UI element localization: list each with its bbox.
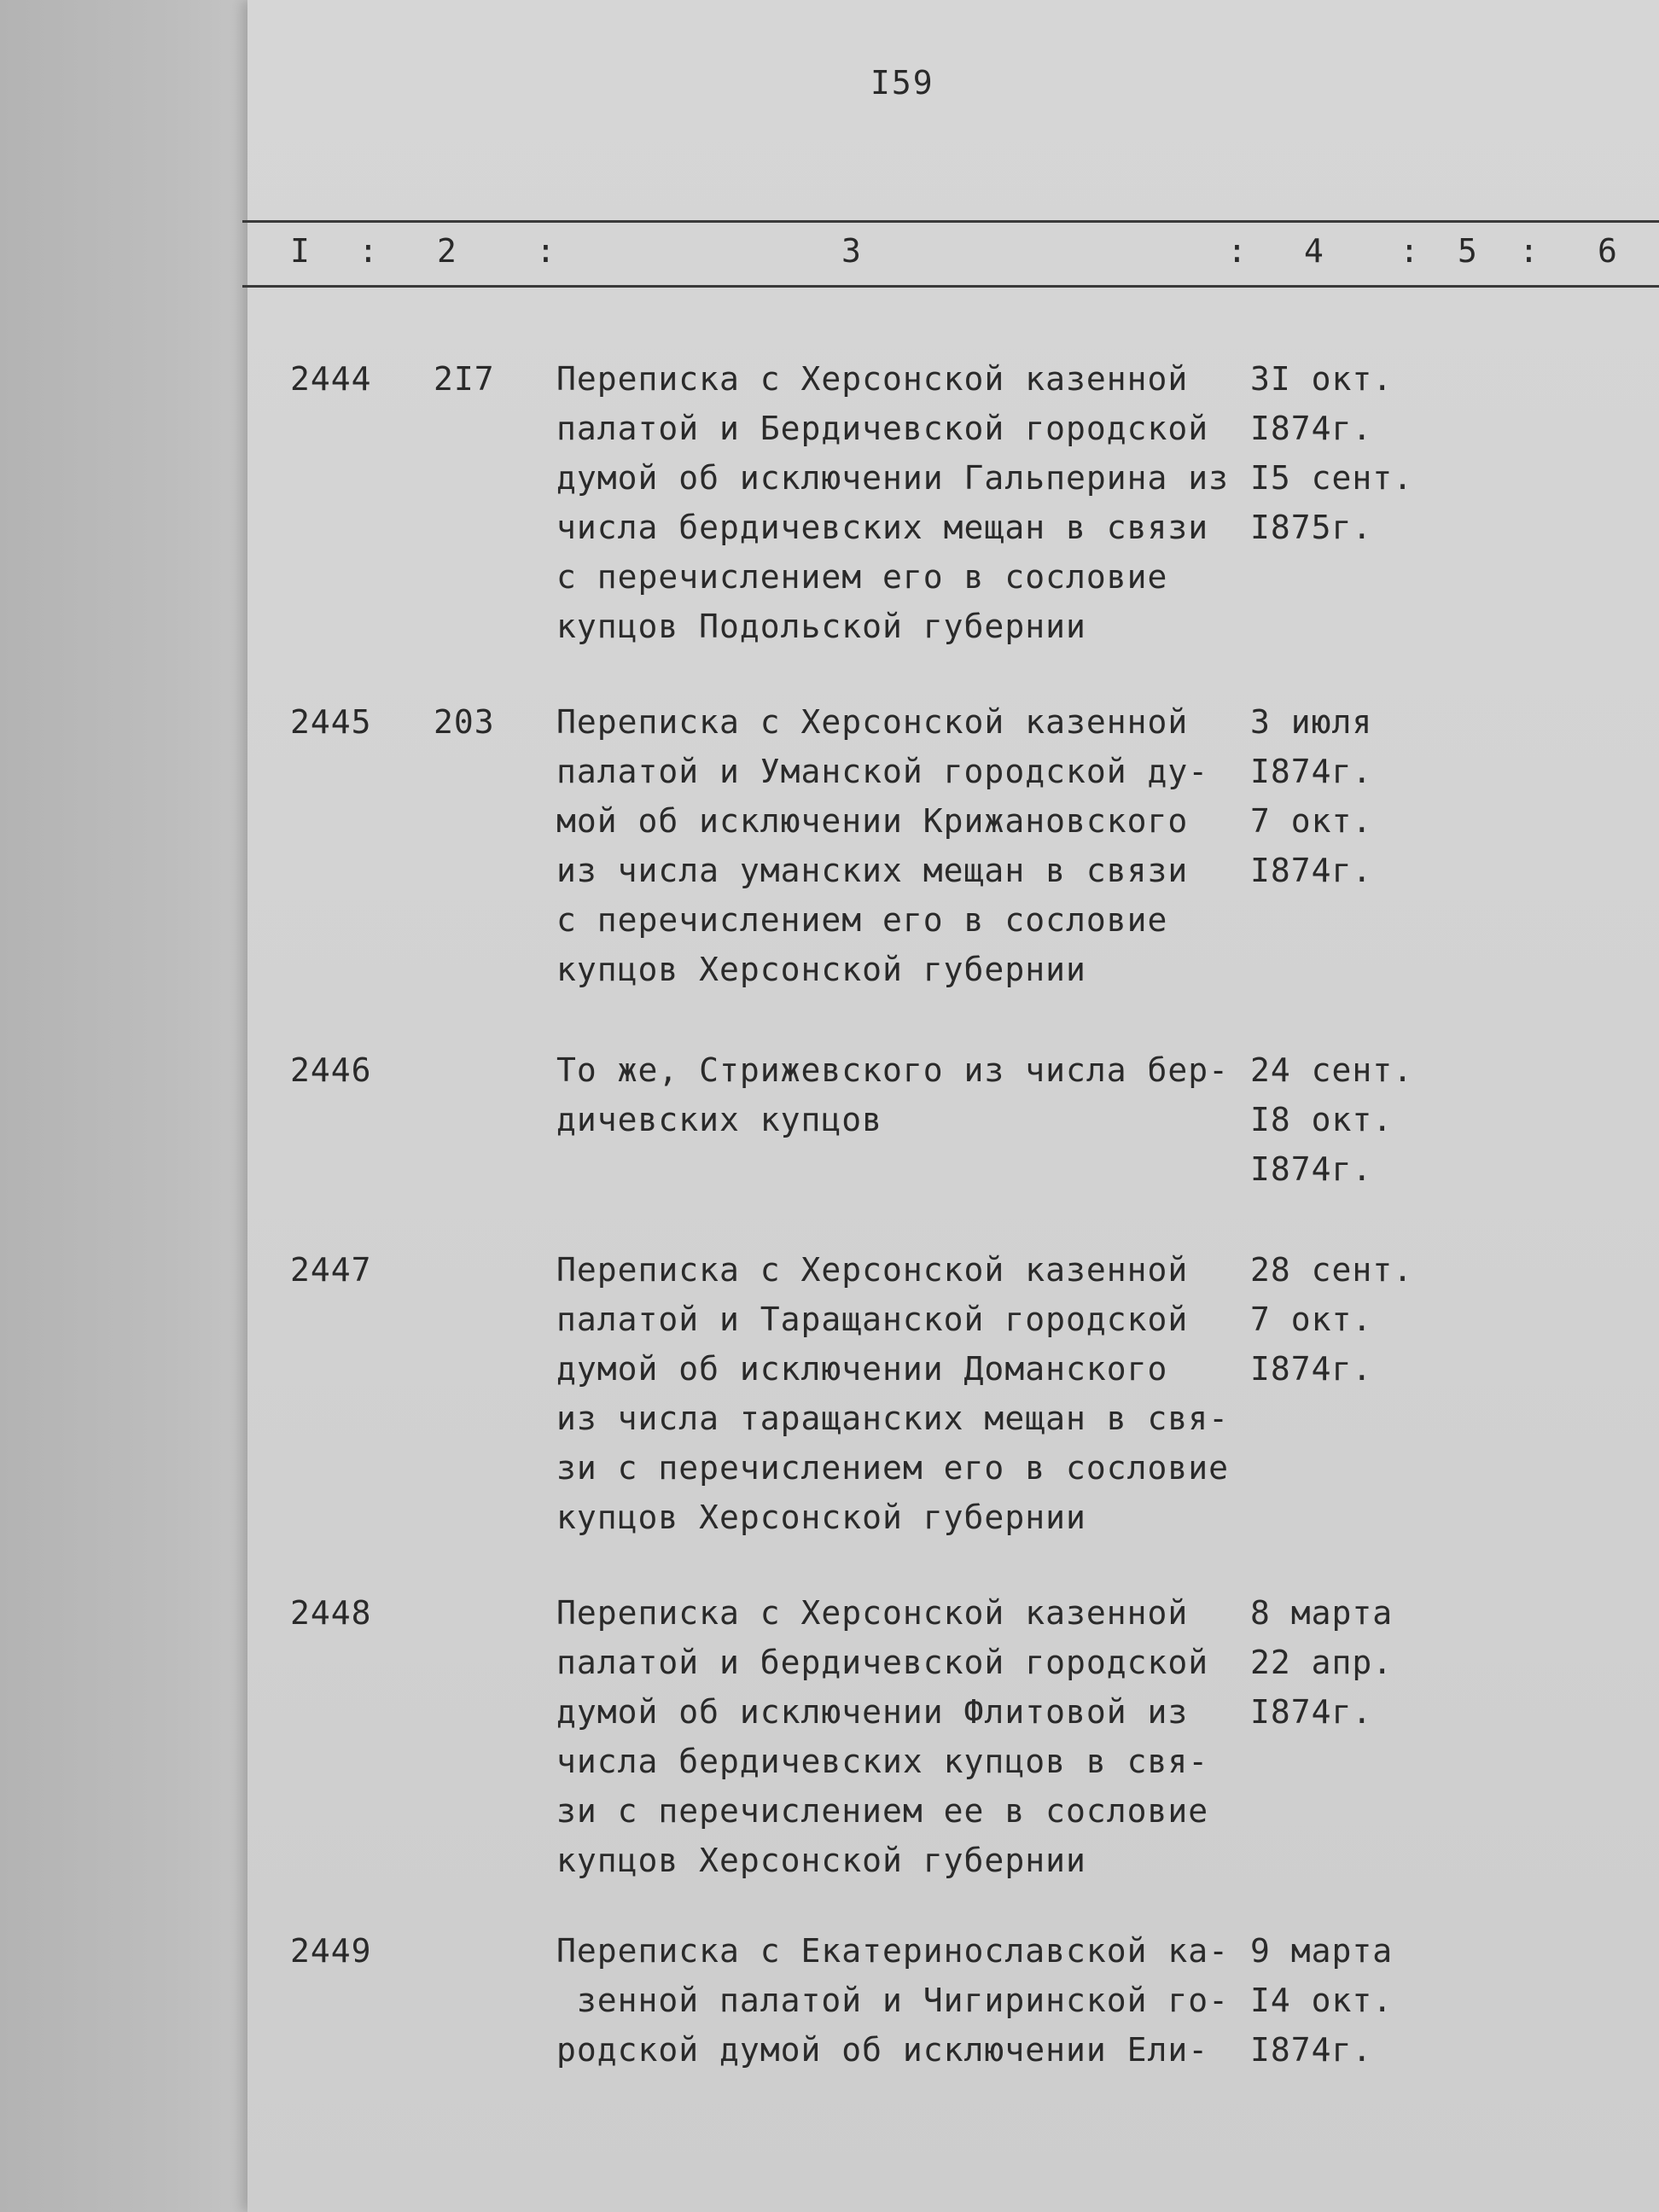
- description-line: зи с перечислением его в сословие: [556, 1449, 1229, 1487]
- description-line: с перечислением его в сословие: [556, 901, 1168, 939]
- entry-description: [556, 703, 1273, 1000]
- description-line: числа бердичевских мещан в связи: [556, 509, 1209, 546]
- description-line: думой об исключении Гальперина из: [556, 459, 1229, 497]
- description-line: купцов Херсонской губернии: [556, 951, 1086, 988]
- entry-number: 2447: [290, 1251, 372, 1289]
- description-line: думой об исключении Доманского: [556, 1350, 1168, 1388]
- date-line: I874г.: [1250, 753, 1373, 790]
- description-line: Переписка с Херсонской казенной: [556, 360, 1189, 398]
- description-line: Переписка с Херсонской казенной: [556, 1594, 1189, 1632]
- description-line: зи с перечислением ее в сословие: [556, 1792, 1209, 1830]
- entry-number: 2449: [290, 1932, 372, 1970]
- description-line: То же, Стрижевского из числа бер-: [556, 1051, 1229, 1089]
- entry-description: [556, 1594, 1273, 1891]
- description-line: числа бердичевских купцов в свя-: [556, 1743, 1209, 1780]
- date-line: I874г.: [1250, 1350, 1373, 1388]
- header-col-4: 4: [1304, 232, 1324, 270]
- description-line: Переписка с Херсонской казенной: [556, 703, 1189, 741]
- description-line: палатой и Бердичевской городской: [556, 410, 1209, 447]
- description-line: палатой и Таращанской городской: [556, 1301, 1189, 1338]
- header-separator: :: [1519, 232, 1539, 270]
- entry-old-number: 2I7: [434, 360, 495, 398]
- entry-dates: [1250, 360, 1421, 558]
- description-line: дичевских купцов: [556, 1101, 883, 1138]
- description-line: купцов Херсонской губернии: [556, 1842, 1086, 1879]
- entry-dates: [1250, 1251, 1421, 1400]
- header-top-rule: [242, 220, 1659, 223]
- date-line: 3 июля: [1250, 703, 1373, 741]
- date-line: I874г.: [1250, 410, 1373, 447]
- date-line: I875г.: [1250, 509, 1373, 546]
- header-col-1: I: [290, 232, 310, 270]
- header-separator: :: [1227, 232, 1247, 270]
- description-line: из числа таращанских мещан в свя-: [556, 1400, 1229, 1437]
- date-line: 3I окт.: [1250, 360, 1394, 398]
- date-line: I874г.: [1250, 852, 1373, 889]
- page-number: I59: [870, 64, 934, 102]
- entry-dates: [1250, 1932, 1421, 2081]
- description-line: Переписка с Екатеринославской ка-: [556, 1932, 1229, 1970]
- header-col-5: 5: [1458, 232, 1477, 270]
- entry-number: 2448: [290, 1594, 372, 1632]
- date-line: 24 сент.: [1250, 1051, 1414, 1089]
- description-line: из числа уманских мещан в связи: [556, 852, 1189, 889]
- date-line: I5 сент.: [1250, 459, 1414, 497]
- document-page: [247, 0, 1659, 2212]
- entry-dates: [1250, 703, 1421, 901]
- facing-page-edge: [0, 0, 247, 2212]
- entry-description: [556, 1251, 1273, 1548]
- header-separator: :: [358, 232, 378, 270]
- header-bottom-rule: [242, 285, 1659, 288]
- header-col-3: 3: [841, 232, 861, 270]
- description-line: Переписка с Херсонской казенной: [556, 1251, 1189, 1289]
- description-line: купцов Херсонской губернии: [556, 1499, 1086, 1536]
- entry-description: [556, 1932, 1273, 2081]
- date-line: 28 сент.: [1250, 1251, 1414, 1289]
- entry-number: 2444: [290, 360, 372, 398]
- description-line: зенной палатой и Чигиринской го-: [556, 1982, 1229, 2019]
- entry-number: 2445: [290, 703, 372, 741]
- entry-dates: [1250, 1051, 1421, 1200]
- date-line: 7 окт.: [1250, 1301, 1373, 1338]
- description-line: мой об исключении Крижановского: [556, 802, 1189, 840]
- date-line: 8 марта: [1250, 1594, 1394, 1632]
- date-line: I4 окт.: [1250, 1982, 1394, 2019]
- description-line: думой об исключении Флитовой из: [556, 1693, 1189, 1731]
- entry-old-number: 203: [434, 703, 495, 741]
- description-line: палатой и Уманской городской ду-: [556, 753, 1209, 790]
- header-separator: :: [1400, 232, 1419, 270]
- description-line: купцов Подольской губернии: [556, 608, 1086, 645]
- date-line: 7 окт.: [1250, 802, 1373, 840]
- entry-description: [556, 360, 1273, 657]
- description-line: с перечислением его в сословие: [556, 558, 1168, 596]
- header-separator: :: [536, 232, 556, 270]
- header-col-2: 2: [437, 232, 457, 270]
- description-line: палатой и бердичевской городской: [556, 1644, 1209, 1681]
- date-line: I874г.: [1250, 2031, 1373, 2069]
- description-line: родской думой об исключении Ели-: [556, 2031, 1209, 2069]
- header-col-6: 6: [1598, 232, 1617, 270]
- entry-description: [556, 1051, 1273, 1150]
- date-line: 22 апр.: [1250, 1644, 1394, 1681]
- entry-dates: [1250, 1594, 1421, 1743]
- date-line: I8 окт.: [1250, 1101, 1394, 1138]
- date-line: I874г.: [1250, 1150, 1373, 1188]
- date-line: 9 марта: [1250, 1932, 1394, 1970]
- date-line: I874г.: [1250, 1693, 1373, 1731]
- entry-number: 2446: [290, 1051, 372, 1089]
